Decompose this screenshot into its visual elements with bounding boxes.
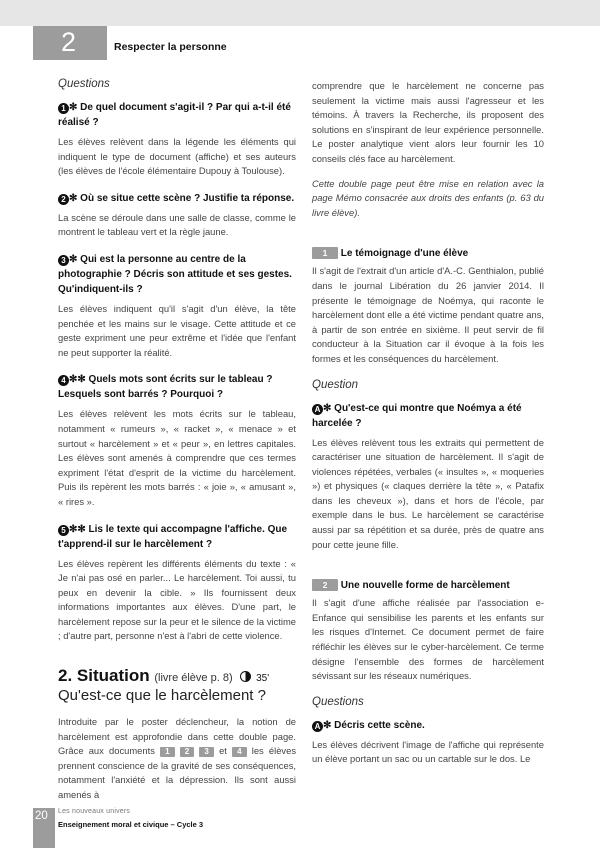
doc-badge-3: 3 (199, 747, 213, 757)
intro-part-b: les élèves prennent conscience de la gravité de ses conséquences, notamment l'anxiété et la dépression. Ils sont aussi amenés à (58, 745, 297, 801)
question-text: Quels mots sont écrits sur le tableau ? Lesquels sont barrés ? Pourquoi ? (58, 374, 273, 401)
question-3 (58, 252, 296, 297)
difficulty-star-icon: ✻ (69, 102, 78, 113)
situation-title: 2. Situation (58, 666, 150, 686)
question-1 (58, 100, 296, 130)
chapter-number: 2 (61, 27, 77, 57)
question-block-4 (58, 372, 296, 509)
question-text: Lis le texte qui accompagne l'affiche. Que t'apprend-il sur le harcèlement ? (58, 523, 288, 550)
right-column (312, 79, 544, 767)
number-badge-3: 3 (58, 255, 69, 266)
answer-2: La scène se déroule dans une salle de classe, comme le montrent le tableau vert et la règle jaune. (58, 211, 296, 238)
clock-icon (240, 671, 251, 682)
document-1-heading (312, 247, 544, 259)
letter-badge-a: A (312, 721, 323, 732)
question-text: Qui est la personne au centre de la photographie ? Décris son attitude et ses gestes. Qu'indiquent-ils ? (58, 253, 292, 295)
answer-4: Les élèves relèvent les mots écrits sur le tableau, notamment « rumeurs », « racket », « menace » et surtout « harcèlement » et « peur », en lettres capitales. Les élèves sont amenés à comprendre que ces termes expriment l'état d'esprit de la victime du harcèlement. Puis ils repèrent les mots barrés : « joie », « amusant », « rires ». (58, 408, 296, 507)
answer-5: Les élèves repèrent les différents éléments du texte : « Je n'ai pas osé en parler... Le harcèlement. Toi aussi, tu peux en devenir la cible. » Ils fournissent deux informations importantes aux élèves. D'une part, le harcèlement repose sur la peur et le silence de la victime ; d'autre part, personne n'est à l'abri de cette violence. (58, 557, 296, 642)
document-2 (312, 579, 544, 684)
question-text: Décris cette scène. (334, 719, 425, 731)
question-a-block (312, 401, 544, 553)
document-1-text: Il s'agit de l'extrait d'un article d'A.-C. Genthialon, publié dans le journal Libération du 26 janvier 2014. Il présente le témoignage de Noémya, qui raconte le harcèlement dont elle a été victime pendant quatre ans, à partir de son entrée en sixième. Il peut servir de fil conducteur à la Situation car il évoque à la fois les formes et les conséquences du harcèlement. (312, 265, 544, 364)
left-column (58, 78, 296, 803)
questions-label: Questions (58, 78, 110, 90)
situation-section (58, 666, 296, 803)
document-2-heading (312, 579, 544, 591)
doc-badge-4: 4 (232, 747, 246, 757)
question-label: Question (312, 378, 359, 391)
book-subtitle: Enseignement moral et civique – Cycle 3 (58, 820, 204, 829)
question-4 (58, 372, 296, 402)
document-1 (312, 247, 544, 366)
answer-b: Les élèves décrivent l'image de l'affiche qui représente un élève portant un sac ou un cartable sur le dos. Le (312, 738, 544, 765)
document-2-text: Il s'agit d'une affiche réalisée par l'association e-Enfance qui sensibilise les parents et les enfants sur les risques d'Internet. Ce document permet de faire réfléchir les élèves sur le cyber-harcèlement. Ce terme désigne l'ensemble des formes de harcèlement sévissant sur les réseaux numériques. (312, 597, 544, 682)
answer-1: Les élèves relèvent dans la légende les éléments qui indiquent le type de document (affiche) et ses auteurs (les élèves de l'école élémentaire Dupouy à Toulouse). (58, 136, 296, 177)
question-b-block (312, 718, 544, 767)
page-number-box (33, 808, 55, 848)
chapter-title: Respecter la personne (114, 41, 227, 53)
top-band (0, 0, 600, 26)
situation-duration: 35' (256, 673, 270, 685)
document-2-badge: 2 (312, 579, 338, 591)
number-badge-5: 5 (58, 525, 69, 536)
document-1-title: Le témoignage d'une élève (340, 248, 469, 260)
chapter-rule (33, 59, 107, 60)
situation-heading (58, 666, 296, 686)
situation-continuation: comprendre que le harcèlement ne concerne pas seulement la victime mais aussi l'agresseur et les témoins. À travers la Recherche, ils proposent des solutions en s'inspirant de leur expérience personnelle. Le poster analytique vient alors leur fournir les 10 conseils clés face au harcèlement. (312, 80, 544, 164)
difficulty-star-icon: ✻✻ (69, 374, 86, 386)
question-a (312, 401, 544, 431)
number-badge-2: 2 (58, 194, 69, 205)
chapter-number-box (33, 26, 107, 59)
question-text: Qu'est-ce qui montre que Noémya a été harcelée ? (312, 402, 522, 429)
difficulty-star-icon: ✻ (69, 192, 78, 204)
situation-intro (58, 715, 296, 803)
number-badge-4: 4 (58, 375, 69, 386)
situation-subtitle: Qu'est-ce que le harcèlement ? (58, 687, 266, 705)
question-block-2 (58, 191, 296, 240)
number-badge-1: 1 (58, 103, 69, 114)
letter-badge-a: A (312, 404, 323, 415)
difficulty-star-icon: ✻✻ (69, 523, 86, 535)
questions-label-2: Questions (312, 695, 364, 708)
memo-note: Cette double page peut être mise en relation avec la page Mémo consacrée aux droits des enfants (p. 63 du livre élève). (312, 177, 544, 218)
question-text: De quel document s'agit-il ? Par qui a-t-il été réalisé ? (58, 102, 291, 128)
page-number: 20 (35, 810, 48, 822)
difficulty-star-icon: ✻ (323, 402, 332, 414)
difficulty-star-icon: ✻ (69, 253, 78, 265)
doc-badge-1: 1 (160, 747, 174, 757)
question-5 (58, 522, 296, 552)
question-2 (58, 191, 296, 206)
publisher-name: Les nouveaux univers (58, 808, 131, 815)
question-text: Où se situe cette scène ? Justifie ta réponse. (80, 192, 295, 204)
badge-separator: et (219, 745, 227, 757)
answer-3: Les élèves indiquent qu'il s'agit d'un élève, la tête penchée et les mains sur le visage. Cette attitude et ce geste expriment une peur extrême et l'idée que l'enfant ne peut supporter la réalité. (58, 302, 296, 358)
question-b (312, 718, 544, 733)
doc-badge-2: 2 (180, 747, 194, 757)
document-2-title: Une nouvelle forme de harcèlement (340, 580, 510, 592)
question-block-5 (58, 522, 296, 645)
difficulty-star-icon: ✻ (323, 719, 332, 731)
answer-a: Les élèves relèvent tous les extraits qui permettent de caractériser une situation de harcèlement. Il s'agit de violences répétées, verbales (« insultes », « moqueries ») et physiques (« claques derrière la tête », « Patafix dans les cheveux »), dans et hors de l'école, par exemple dans le bus. Le harcèlement se caractérise aussi par sa répétition et sa durée, près de quatre ans pour cette jeune fille. (312, 436, 544, 550)
question-block-3 (58, 252, 296, 360)
situation-ref: (livre élève p. 8) (154, 672, 233, 685)
question-block-1 (58, 100, 296, 179)
document-1-badge: 1 (312, 247, 338, 259)
intro-part-a: Introduite par le poster déclencheur, la notion de harcèlement est approfondie dans cette double page. Grâce aux documents (58, 716, 296, 757)
